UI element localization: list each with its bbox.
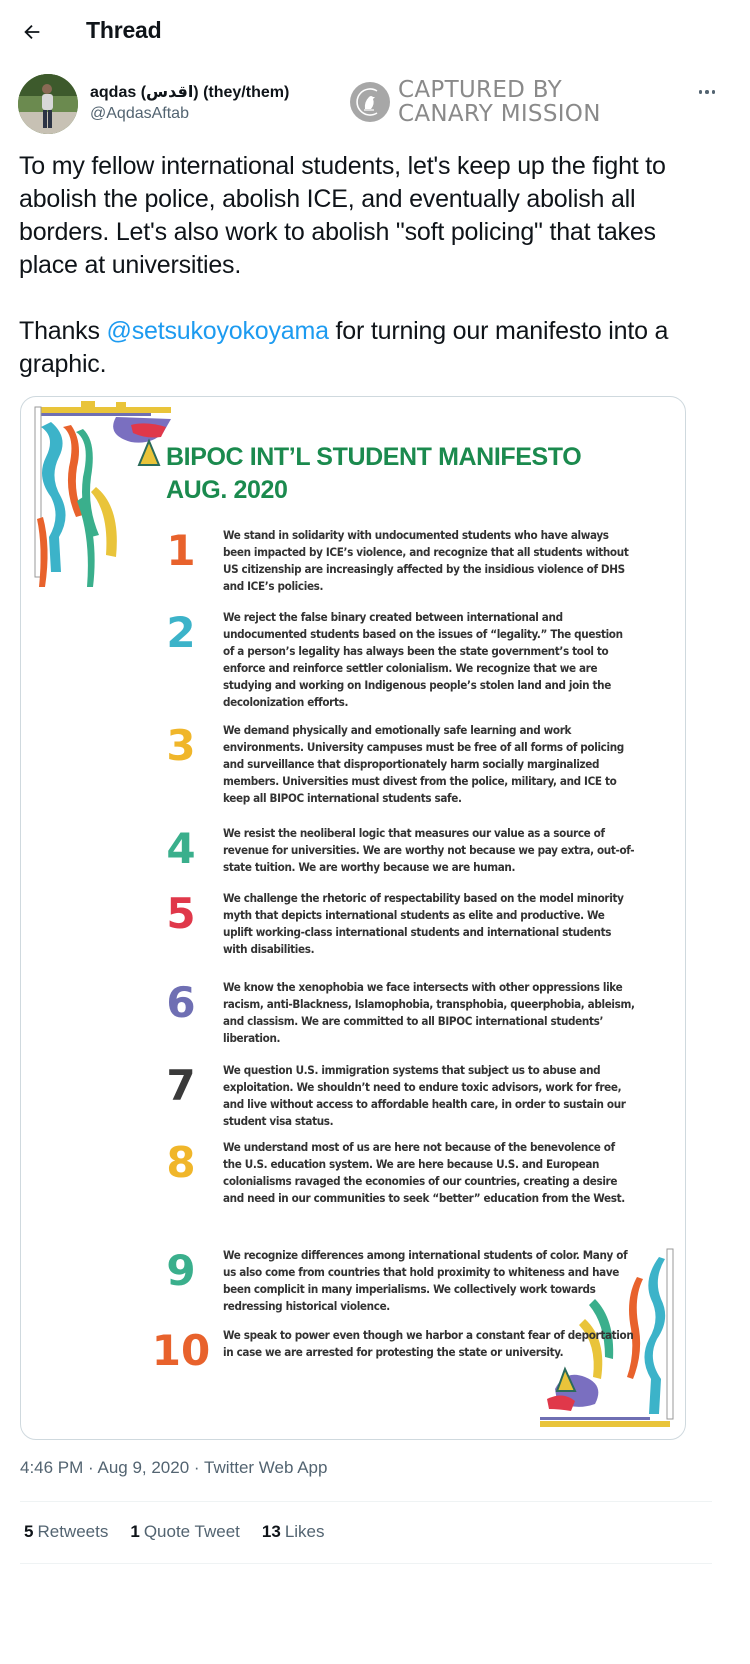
retweets-label: Retweets	[37, 1522, 109, 1541]
author-handle[interactable]: @AqdasAftab	[90, 105, 189, 122]
watermark-text	[398, 78, 601, 126]
tweet-stats	[24, 1522, 325, 1542]
tweet-date[interactable]: Aug 9, 2020	[97, 1458, 190, 1477]
manifesto-item-text: We speak to power even though we harbor a constant fear of deportation in case we are arrested for protesting the state or university.	[223, 1328, 634, 1359]
tweet-body	[19, 150, 709, 381]
tweet-source[interactable]: Twitter Web App	[204, 1458, 328, 1477]
divider	[20, 1563, 712, 1564]
quote-tweets-stat[interactable]	[130, 1522, 240, 1542]
manifesto-item-number: 5	[166, 889, 196, 938]
manifesto-title-line2: AUG. 2020	[166, 476, 288, 504]
likes-label: Likes	[284, 1522, 325, 1541]
manifesto-item-number: 2	[166, 608, 196, 657]
quotes-count: 1	[130, 1522, 140, 1541]
quotes-label: Quote Tweet	[143, 1522, 240, 1541]
manifesto-item-number: 1	[166, 526, 196, 575]
canary-mission-watermark	[350, 74, 601, 130]
thread-header	[0, 0, 750, 64]
arrow-left-icon	[21, 21, 43, 43]
manifesto-item-text: We know the xenophobia we face intersects with other oppressions like racism, anti-Blackness, Islamophobia, transphobia, queerphobia, ableism, and classism. We are committed to all BIPOC international students’ liberation.	[223, 980, 635, 1045]
tweet-text-suffix: for turning our manifesto into a graphic.	[19, 317, 669, 378]
tweet-paragraph-1: To my fellow international students, let's keep up the fight to abolish the police, abolish ICE, and eventually abolish all borders. Let's also work to abolish "soft policing" that takes place at universities.	[19, 152, 666, 279]
divider	[20, 1501, 712, 1502]
likes-count: 13	[261, 1522, 281, 1541]
tweet-text-prefix: Thanks	[19, 317, 107, 345]
manifesto-item-number: 6	[166, 978, 196, 1027]
manifesto-item-text: We stand in solidarity with undocumented students who have always been impacted by ICE’s violence, and recognize that all students without US citizenship are increasingly affected by the insidious violence of DHS and ICE’s policies.	[223, 528, 629, 593]
retweets-stat[interactable]	[24, 1522, 108, 1542]
manifesto-item-text: We resist the neoliberal logic that measures our value as a source of revenue for universities. We are worthy not because we pay extra, out-of-state tuition. We are worthy because we are human.	[223, 826, 635, 874]
back-button[interactable]	[14, 14, 50, 50]
manifesto-item-text: We recognize differences among international students of color. Many of us also come from countries that hold proximity to whiteness and have been complicit in many imperialisms. We collectively work towards redressing historical violence.	[223, 1248, 628, 1313]
tweet-timestamp	[20, 1458, 327, 1478]
tweet-paragraph-2	[19, 315, 709, 381]
avatar[interactable]	[18, 74, 78, 134]
author-display-name[interactable]: aqdas (اقدس) (they/them)	[90, 84, 290, 101]
manifesto-item-number: 7	[166, 1061, 196, 1110]
watermark-line1: CAPTURED BY	[398, 77, 562, 103]
separator: ·	[83, 1458, 98, 1477]
more-dot	[712, 90, 716, 94]
manifesto-item-text: We reject the false binary created between international and undocumented students based on the issues of “legality.” The question of a person’s legality has always been the state government’s tool to enforce and reinforce settler colonialism. We recognize that we are studying and working on Indigenous people’s stolen land and join the decolonization efforts.	[223, 610, 623, 709]
more-options-button[interactable]	[692, 80, 722, 104]
retweets-count: 5	[24, 1522, 34, 1541]
manifesto-item-number: 3	[166, 721, 196, 770]
more-horizontal-icon	[699, 90, 703, 94]
manifesto-item-number: 4	[166, 824, 196, 873]
manifesto-item-number: 10	[151, 1326, 211, 1375]
manifesto-item-text: We challenge the rhetoric of respectability based on the model minority myth that depicts international students as elite and productive. We uplift working-class international students and international students with disabilities.	[223, 891, 624, 956]
tweet-author	[18, 74, 732, 134]
avatar-photo	[18, 74, 78, 134]
manifesto-item-number: 9	[166, 1246, 196, 1295]
manifesto-item-number: 8	[166, 1138, 196, 1187]
likes-stat[interactable]	[262, 1522, 325, 1542]
watermark-line2: CANARY MISSION	[398, 101, 601, 127]
manifesto-title	[166, 441, 581, 507]
canary-bird-icon	[350, 82, 390, 122]
more-dot	[705, 90, 709, 94]
page-title: Thread	[86, 17, 162, 43]
manifesto-title-line1: BIPOC INT’L STUDENT MANIFESTO	[166, 443, 582, 471]
manifesto-item-text: We question U.S. immigration systems that subject us to abuse and exploitation. We shouldn’t need to endure toxic advisors, work for free, and live without access to affordable health care, in order to sustain our student visa status.	[223, 1063, 626, 1128]
manifesto-item-text: We understand most of us are here not because of the benevolence of the U.S. education system. We are here because U.S. and European colonialisms ravaged the economies of our countries, creating a desire and need in our communities to seek “better” education from the West.	[223, 1140, 625, 1205]
manifesto-item-text: We demand physically and emotionally safe learning and work environments. University campuses must be free of all forms of policing and surveillance that disproportionately harm socially marginalized members. Universities must divest from the police, military, and ICE to keep all BIPOC international students safe.	[223, 723, 624, 805]
separator: ·	[189, 1458, 204, 1477]
tweet-time[interactable]: 4:46 PM	[20, 1458, 84, 1477]
tweet-image[interactable]	[20, 396, 686, 1440]
mention-link[interactable]: @setsukoyokoyama	[106, 317, 329, 345]
